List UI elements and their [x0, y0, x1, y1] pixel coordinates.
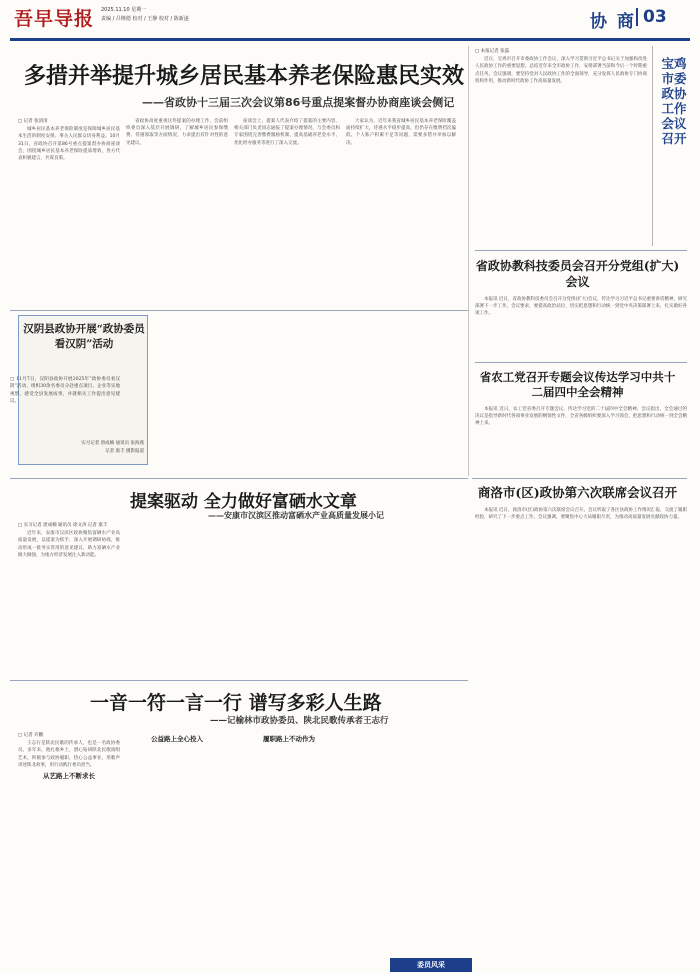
shangluo-headline: 商洛市(区)政协第六次联席会议召开 [477, 485, 678, 500]
mid-paragraph: 近年来，安康市汉滨区政协聚焦富硒水产业高质量发展，以提案为抓手，深入开展调研协商，推动形成一批务实管用的意见建议，助力富硒水产业做大做强，为地方经济发展注入新动能。 [18, 531, 120, 558]
edu-committee-text [475, 296, 687, 358]
section-rule [475, 250, 687, 251]
hanyin-body: □ 11月7日，汉阴县政协开展2025年“政协委员看汉阴”活动，组织30余名委员分赴重点项目、企业等实地视察，感受全县发展成果，并就相关工作提出意见建议。 [10, 377, 120, 405]
hanyin-headline: 汉阴县政协开展“政协委员看汉阴”活动 [23, 323, 145, 350]
bottom-column-3 [234, 732, 344, 956]
mid-subheadline: ——安康市汉滨区推动富硒水产业高质量发展小记 [208, 511, 384, 520]
section-rule [10, 680, 468, 681]
lead-subheadline: ——省政协十三届三次会议第86号重点提案督办协商座谈会侧记 [142, 96, 455, 109]
editor-credits: 责编 / 吕继德 校对 / 王静 校对 / 陈新遂 [101, 16, 189, 22]
peasants-party-paragraph: 本报讯 近日，农工党省委召开专题会议，传达学习党的二十届四中全会精神。会议指出，全会通过的决议是指导新时代各项事业发展的纲领性文件，全省各级组织要深入学习领会，把思想和行动统一到全会精神上来。 [475, 407, 687, 427]
bottom-column-1 [18, 732, 120, 956]
lead-paragraph: 省政协高度重视这件提案的办理工作，会前组织委员深入基层开展调研，了解城乡居民参保缴费、待遇领取等方面情况，力求提出有针对性的意见建议。 [126, 119, 228, 146]
lead-byline: □ 记者 张清清 [18, 119, 48, 124]
lead-column-1 [18, 118, 120, 314]
edu-committee-paragraph: 本报讯 近日，省政协教科技委员会召开分党组(扩大)会议，传达学习习近平总书记重要讲话精神，研究部署下一步工作。会议要求，要提高政治站位，切实把思想和行动统一到党中央决策部署上来，扎实做好各项工作。 [475, 297, 687, 317]
bottom-byline: □ 记者 许鹏 [18, 733, 44, 738]
lead-column-2 [126, 118, 228, 314]
lead-paragraph: 城乡居民基本养老保险制度是保障城乡居民基本生活的制度安排，事关人民群众切身利益。10月31日，省政协召开第86号重点提案督办协商座谈会，围绕城乡居民基本养老保险提质增效，各方代表积极建言，共谋良策。 [18, 127, 120, 162]
masthead [0, 0, 700, 46]
lead-column-3 [234, 118, 340, 314]
mid-headline: 提案驱动 全力做好富硒水文章 [130, 492, 357, 512]
baoji-vertical-headline: 宝鸡市委政协工作会议召开 [661, 56, 687, 146]
shangluo-text [475, 507, 687, 947]
section-rule [472, 478, 687, 479]
baoji-text: 近日，宝鸡市召开市委政协工作会议，深入学习贯彻习近平总书记关于加强和改进人民政协工作的重要思想，总结近年来全市政协工作，安排部署当前和今后一个时期重点任务。会议强调，要坚持党对人民政协工作的全面领导，充分发挥人民政协专门协商机构作用，推动新时代政协工作高质量发展。 [475, 57, 647, 84]
footer-section-tag: 委员风采 [390, 958, 472, 972]
hanyin-credit: 记者 康丰 摄影报道 [105, 449, 144, 454]
shangluo-paragraph: 本报讯 近日，商洛市(区)政协第六次联席会议召开。会议听取了各区县政协工作情况汇报，交流了履职经验，研究了下一步重点工作。会议强调，要聚焦中心大局履职尽责，为推动高质量发展贡献政协力量。 [475, 508, 687, 521]
page-number: 03 [643, 7, 667, 27]
column-divider [468, 46, 469, 476]
lead-column-4 [346, 118, 456, 314]
edu-committee-headline: 省政协教科技委员会召开分党组(扩大)会议 [475, 259, 680, 289]
bottom-subhead: 从艺路上不断求长 [43, 772, 95, 781]
section-rule [10, 478, 468, 479]
bottom-subheadline: ——记榆林市政协委员、陕北民歌传承者王志行 [210, 716, 389, 726]
lead-paragraph: 大家认为，近年来我省城乡居民基本养老保险覆盖面持续扩大，待遇水平稳步提高，但仍存在缴费档次偏低、个人账户积累不足等问题，需要多措并举加以解决。 [346, 119, 456, 146]
mid-byline: □ 实习记者 唐成楠 通讯员 徐文涛 记者 康丰 [18, 523, 108, 528]
section-rule [475, 362, 687, 363]
masthead-rule [10, 38, 690, 41]
section-divider [636, 8, 638, 26]
vertical-title-divider [652, 46, 653, 246]
lead-paragraph: 座谈会上，提案人代表介绍了提案的主要内容，相关部门负责同志通报了提案办理情况，与会委员和专家围绕完善缴费激励机制、提高基础养老金水平、优化经办服务等进行了深入交流。 [234, 119, 340, 146]
bottom-subhead: 公益路上全心投入 [151, 735, 203, 743]
peasants-party-text [475, 406, 687, 472]
bottom-headline: 一音一符一言一行 谱写多彩人生路 [90, 692, 382, 714]
bottom-paragraph: 王志行是陕北民歌的传承人，也是一名政协委员。多年来，他扎根乡土，潜心钻研陕北民歌演唱艺术，积极参与政协履职，热心公益事业，用歌声讲述陕北故事，用行动践行委员担当。 [18, 741, 120, 768]
section-name: 协 商 [590, 12, 636, 32]
peasants-party-headline: 省农工党召开专题会议传达学习中共十二届四中全会精神 [479, 370, 676, 399]
baoji-story [475, 48, 647, 244]
bottom-subhead: 履职路上不动作为 [263, 735, 315, 743]
hanyin-credit: 实习记者 唐成楠 通讯员 张海燕 [81, 441, 144, 446]
issue-date: 2025.11.10 星期一 [101, 7, 147, 13]
bottom-column-2 [126, 732, 228, 956]
newspaper-logo: 吾早导报 [14, 8, 95, 30]
lead-headline: 多措并举提升城乡居民基本养老保险惠民实效 [24, 63, 465, 89]
baoji-byline: □ 本报记者 张磊 [475, 49, 510, 54]
section-rule [10, 310, 468, 311]
mid-column-1 [18, 522, 120, 672]
